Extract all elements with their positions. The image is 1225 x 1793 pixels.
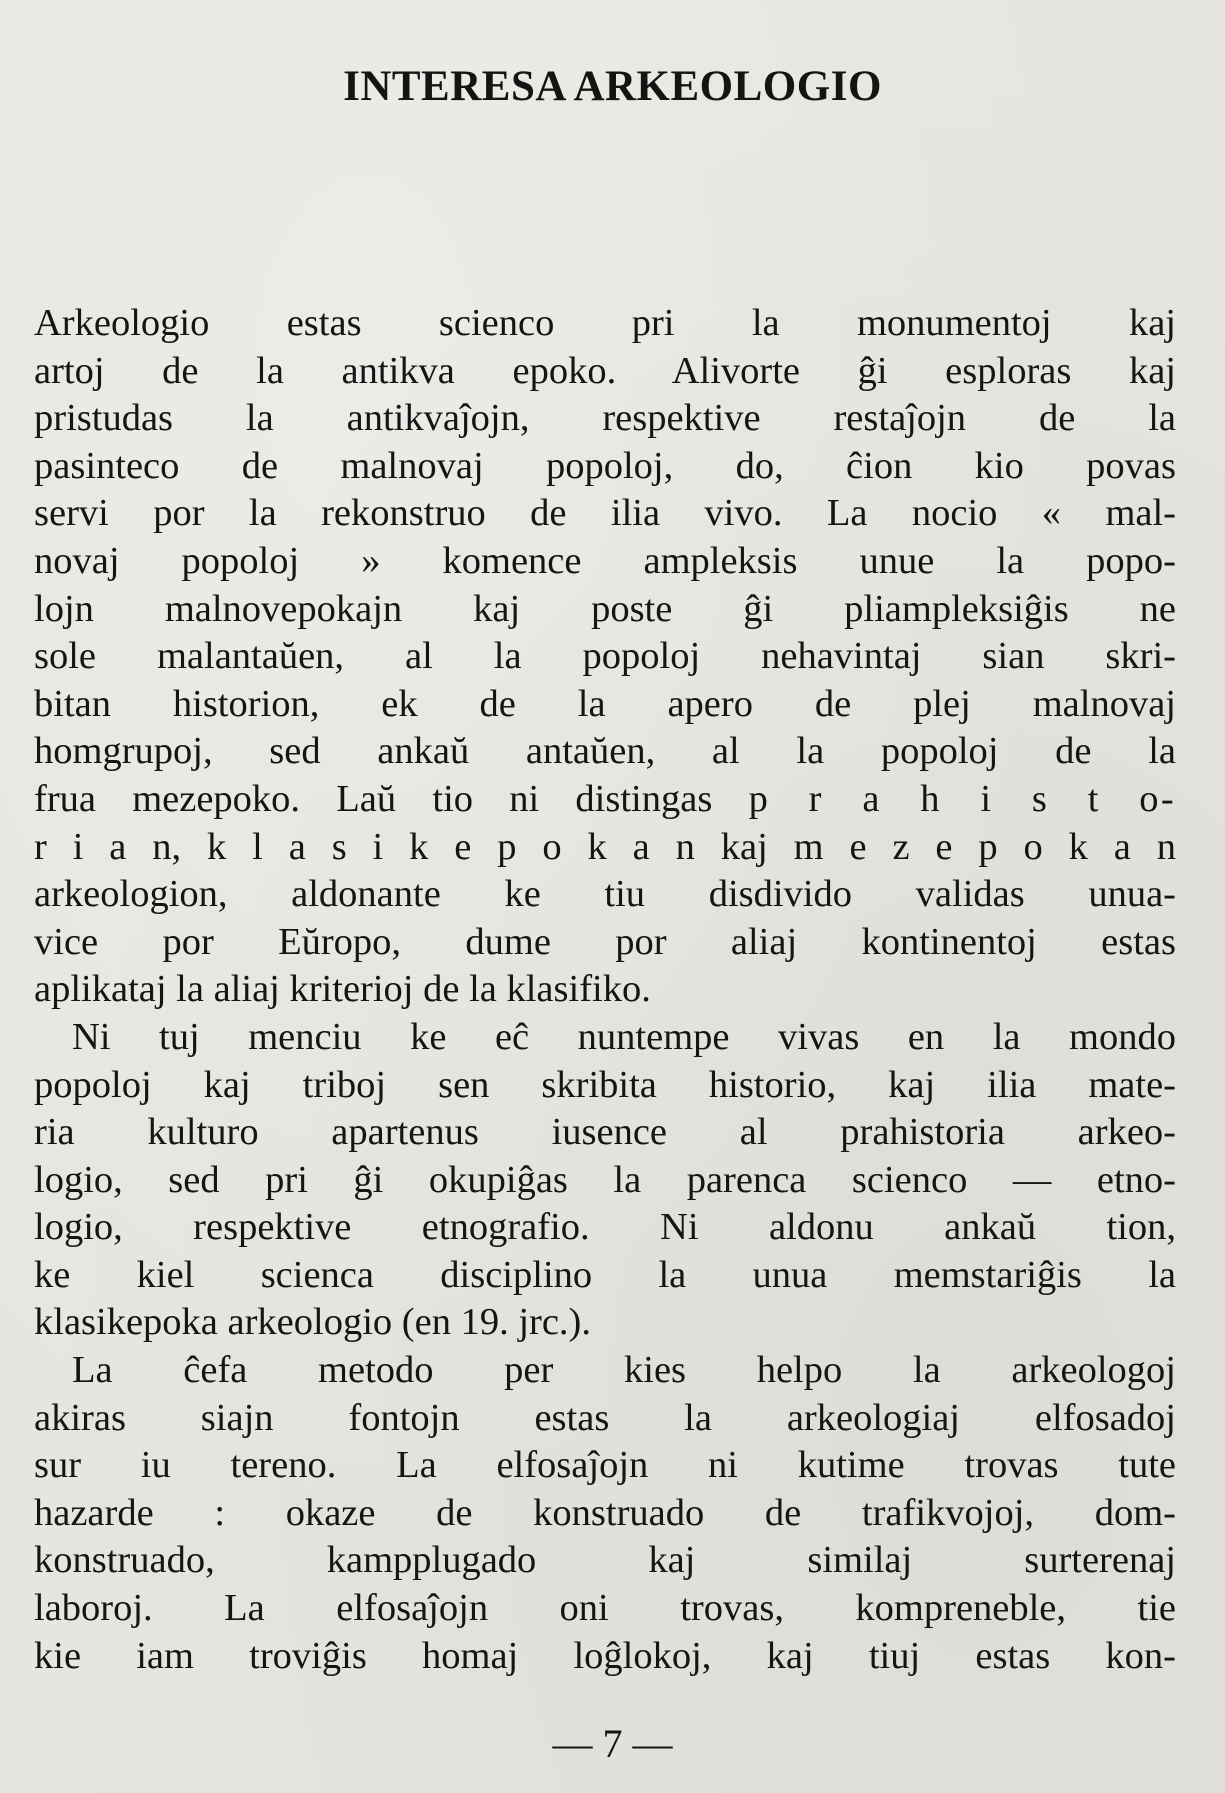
text-line: akiras siajn fontojn estas la arkeologiaj elfosadoj: [34, 1396, 1176, 1439]
text-line: laboroj. La elfosaĵojn oni trovas, kompreneble, tie: [34, 1587, 1176, 1630]
body-text: [34, 300, 1176, 1680]
spaced-term: m e z e p o k a n: [793, 825, 1177, 868]
text-line: Arkeologio estas scienco pri la monumentoj kaj: [34, 302, 1176, 344]
text-line: hazarde : okaze de konstruado de trafikvojoj, dom-: [34, 1491, 1176, 1534]
text-line: klasikepoka arkeologio (en 19. jrc.).: [34, 1301, 591, 1344]
text-line: bitan historion, ek de la apero de plej malnovaj: [34, 682, 1176, 725]
text-line-with-spaced: [34, 776, 1176, 824]
text-fragment: frua mezepoko. Laŭ tio ni distingas: [34, 777, 713, 820]
text-line: artoj de la antikva epoko. Alivorte ĝi esploras kaj: [34, 349, 1176, 392]
text-line: konstruado, kampplugado kaj similaj surterenaj: [34, 1539, 1176, 1582]
text-line: ke kiel scienca disciplino la unua memstariĝis la: [34, 1253, 1176, 1296]
text-line-spaced-terms: [34, 824, 1176, 872]
text-line: servi por la rekonstruo de ilia vivo. La nocio « mal-: [34, 492, 1176, 535]
spaced-term: p r a h i s t o-: [748, 777, 1177, 820]
text-fragment: kaj: [720, 825, 768, 868]
text-line: aplikataj la aliaj kriterioj de la klasifiko.: [34, 968, 651, 1011]
text-line: vice por Eŭropo, dume por aliaj kontinentoj estas: [34, 920, 1176, 963]
spaced-term: k l a s i k e p o k a n: [207, 825, 695, 868]
text-line: arkeologion, aldonante ke tiu disdivido validas unua-: [34, 873, 1176, 916]
text-line: novaj popoloj » komence ampleksis unue la popo-: [34, 539, 1176, 582]
page-number: — 7 —: [552, 1721, 673, 1766]
page-title: INTERESA ARKEOLOGIO: [343, 63, 882, 110]
text-line: logio, sed pri ĝi okupiĝas la parenca scienco — etno-: [34, 1158, 1176, 1201]
text-line: popoloj kaj triboj sen skribita historio, kaj ilia mate-: [34, 1063, 1176, 1106]
text-line: sole malantaŭen, al la popoloj nehavintaj sian skri-: [34, 635, 1176, 678]
text-line: sur iu tereno. La elfosaĵojn ni kutime trovas tute: [34, 1444, 1176, 1487]
text-line: Ni tuj menciu ke eĉ nuntempe vivas en la mondo: [72, 1015, 1176, 1058]
text-line: lojn malnovepokajn kaj poste ĝi pliampleksiĝis ne: [34, 587, 1176, 630]
text-line: pristudas la antikvaĵojn, respektive restaĵojn de la: [34, 397, 1176, 440]
spaced-term: r i a n,: [34, 825, 182, 868]
text-line: kie iam troviĝis homaj loĝlokoj, kaj tiuj estas kon-: [34, 1634, 1176, 1677]
text-line: pasinteco de malnovaj popoloj, do, ĉion kio povas: [34, 444, 1176, 487]
text-line: logio, respektive etnografio. Ni aldonu ankaŭ tion,: [34, 1206, 1176, 1249]
text-line: homgrupoj, sed ankaŭ antaŭen, al la popoloj de la: [34, 730, 1176, 773]
text-line: ria kulturo apartenus iusence al prahistoria arkeo-: [34, 1111, 1176, 1154]
text-line: La ĉefa metodo per kies helpo la arkeologoj: [72, 1349, 1176, 1392]
